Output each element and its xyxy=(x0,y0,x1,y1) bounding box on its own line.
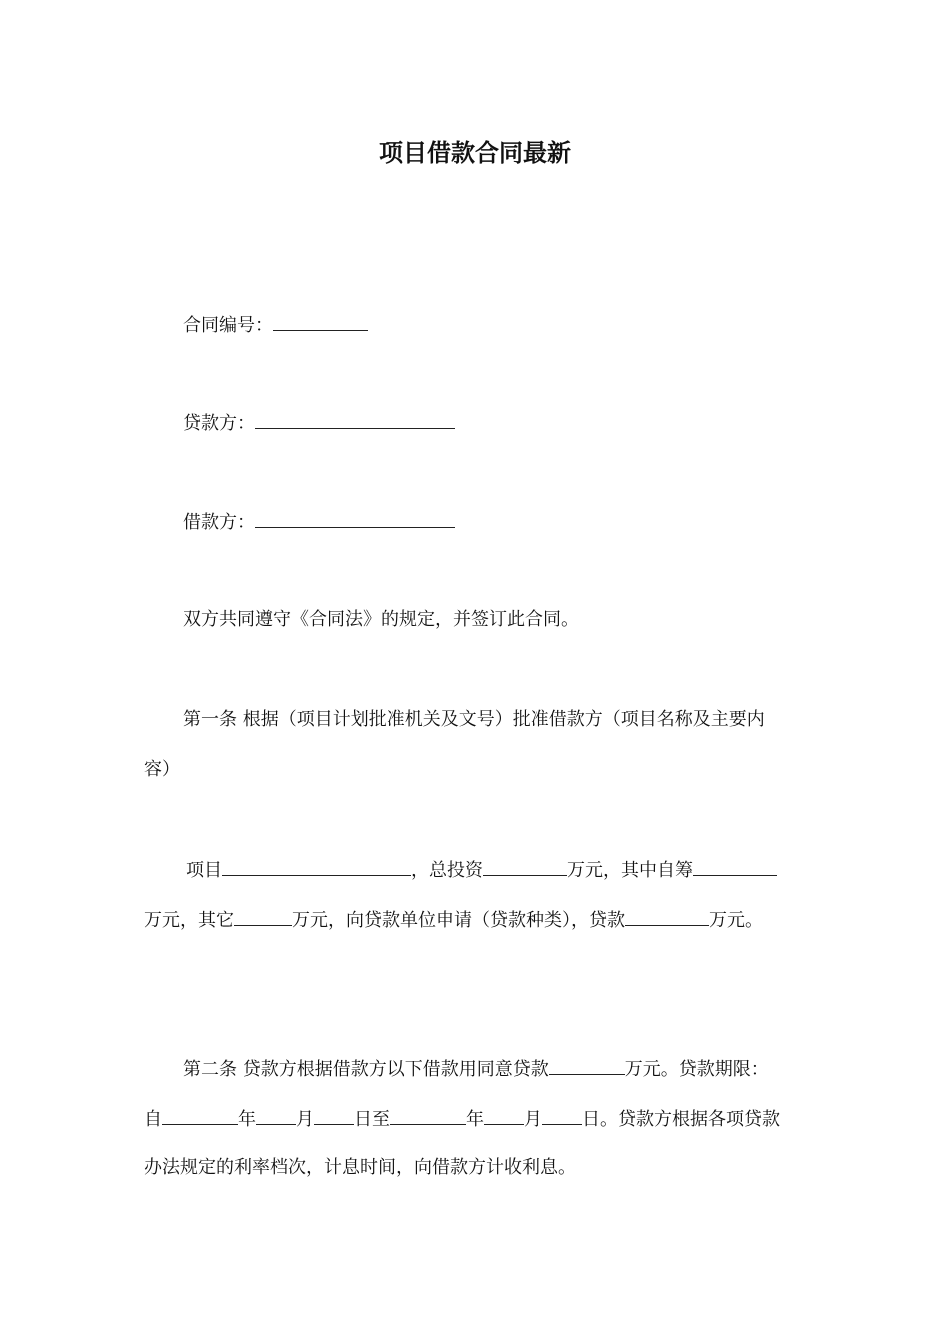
other-blank[interactable] xyxy=(234,907,292,926)
loan-apply-label: 万元，向贷款单位申请（贷款种类），贷款 xyxy=(292,910,625,931)
other-label: 万元，其它 xyxy=(144,910,234,931)
total-investment-blank[interactable] xyxy=(483,857,567,876)
project-line1 xyxy=(186,857,777,883)
start-month-blank[interactable] xyxy=(256,1106,296,1125)
total-investment-label: ，总投资 xyxy=(411,860,483,881)
project-line2 xyxy=(144,907,763,933)
from-label: 自 xyxy=(144,1109,162,1130)
article2-line3: 办法规定的利率档次，计息时间，向借款方计收利息。 xyxy=(144,1157,576,1178)
loan-amount-blank[interactable] xyxy=(625,907,709,926)
end-month-blank[interactable] xyxy=(484,1106,524,1125)
project-label: 项目 xyxy=(186,860,222,881)
start-year-blank[interactable] xyxy=(162,1106,238,1125)
end-year-blank[interactable] xyxy=(390,1106,466,1125)
contract-number-line xyxy=(183,312,368,338)
contract-number-label: 合同编号： xyxy=(183,315,273,336)
project-name-blank[interactable] xyxy=(222,857,411,876)
year-label-2: 年 xyxy=(466,1109,484,1130)
lender-line xyxy=(183,410,455,436)
document-title: 项目借款合同最新 xyxy=(379,139,571,167)
borrower-line xyxy=(183,509,455,535)
agreed-loan-blank[interactable] xyxy=(549,1056,625,1075)
article2-line1 xyxy=(183,1056,769,1082)
self-raised-label: 万元，其中自筹 xyxy=(567,860,693,881)
lender-blank[interactable] xyxy=(255,410,455,429)
contract-number-blank[interactable] xyxy=(273,312,368,331)
article2-text3: 日。贷款方根据各项贷款 xyxy=(582,1109,780,1130)
wanyuan-label: 万元。 xyxy=(709,910,763,931)
preamble: 双方共同遵守《合同法》的规定，并签订此合同。 xyxy=(183,609,579,630)
day-to-label: 日至 xyxy=(354,1109,390,1130)
borrower-blank[interactable] xyxy=(255,509,455,528)
year-label: 年 xyxy=(238,1109,256,1130)
article2-line2 xyxy=(144,1106,780,1132)
article2-text1: 第二条 贷款方根据借款方以下借款用同意贷款 xyxy=(183,1059,549,1080)
end-day-blank[interactable] xyxy=(542,1106,582,1125)
article1-line1: 第一条 根据（项目计划批准机关及文号）批准借款方（项目名称及主要内 xyxy=(183,709,765,730)
start-day-blank[interactable] xyxy=(314,1106,354,1125)
month-label: 月 xyxy=(296,1109,314,1130)
self-raised-blank[interactable] xyxy=(693,857,777,876)
lender-label: 贷款方： xyxy=(183,413,255,434)
month-label-2: 月 xyxy=(524,1109,542,1130)
borrower-label: 借款方： xyxy=(183,512,255,533)
article2-text2: 万元。贷款期限： xyxy=(624,1059,769,1080)
article1-line2: 容） xyxy=(144,759,180,780)
